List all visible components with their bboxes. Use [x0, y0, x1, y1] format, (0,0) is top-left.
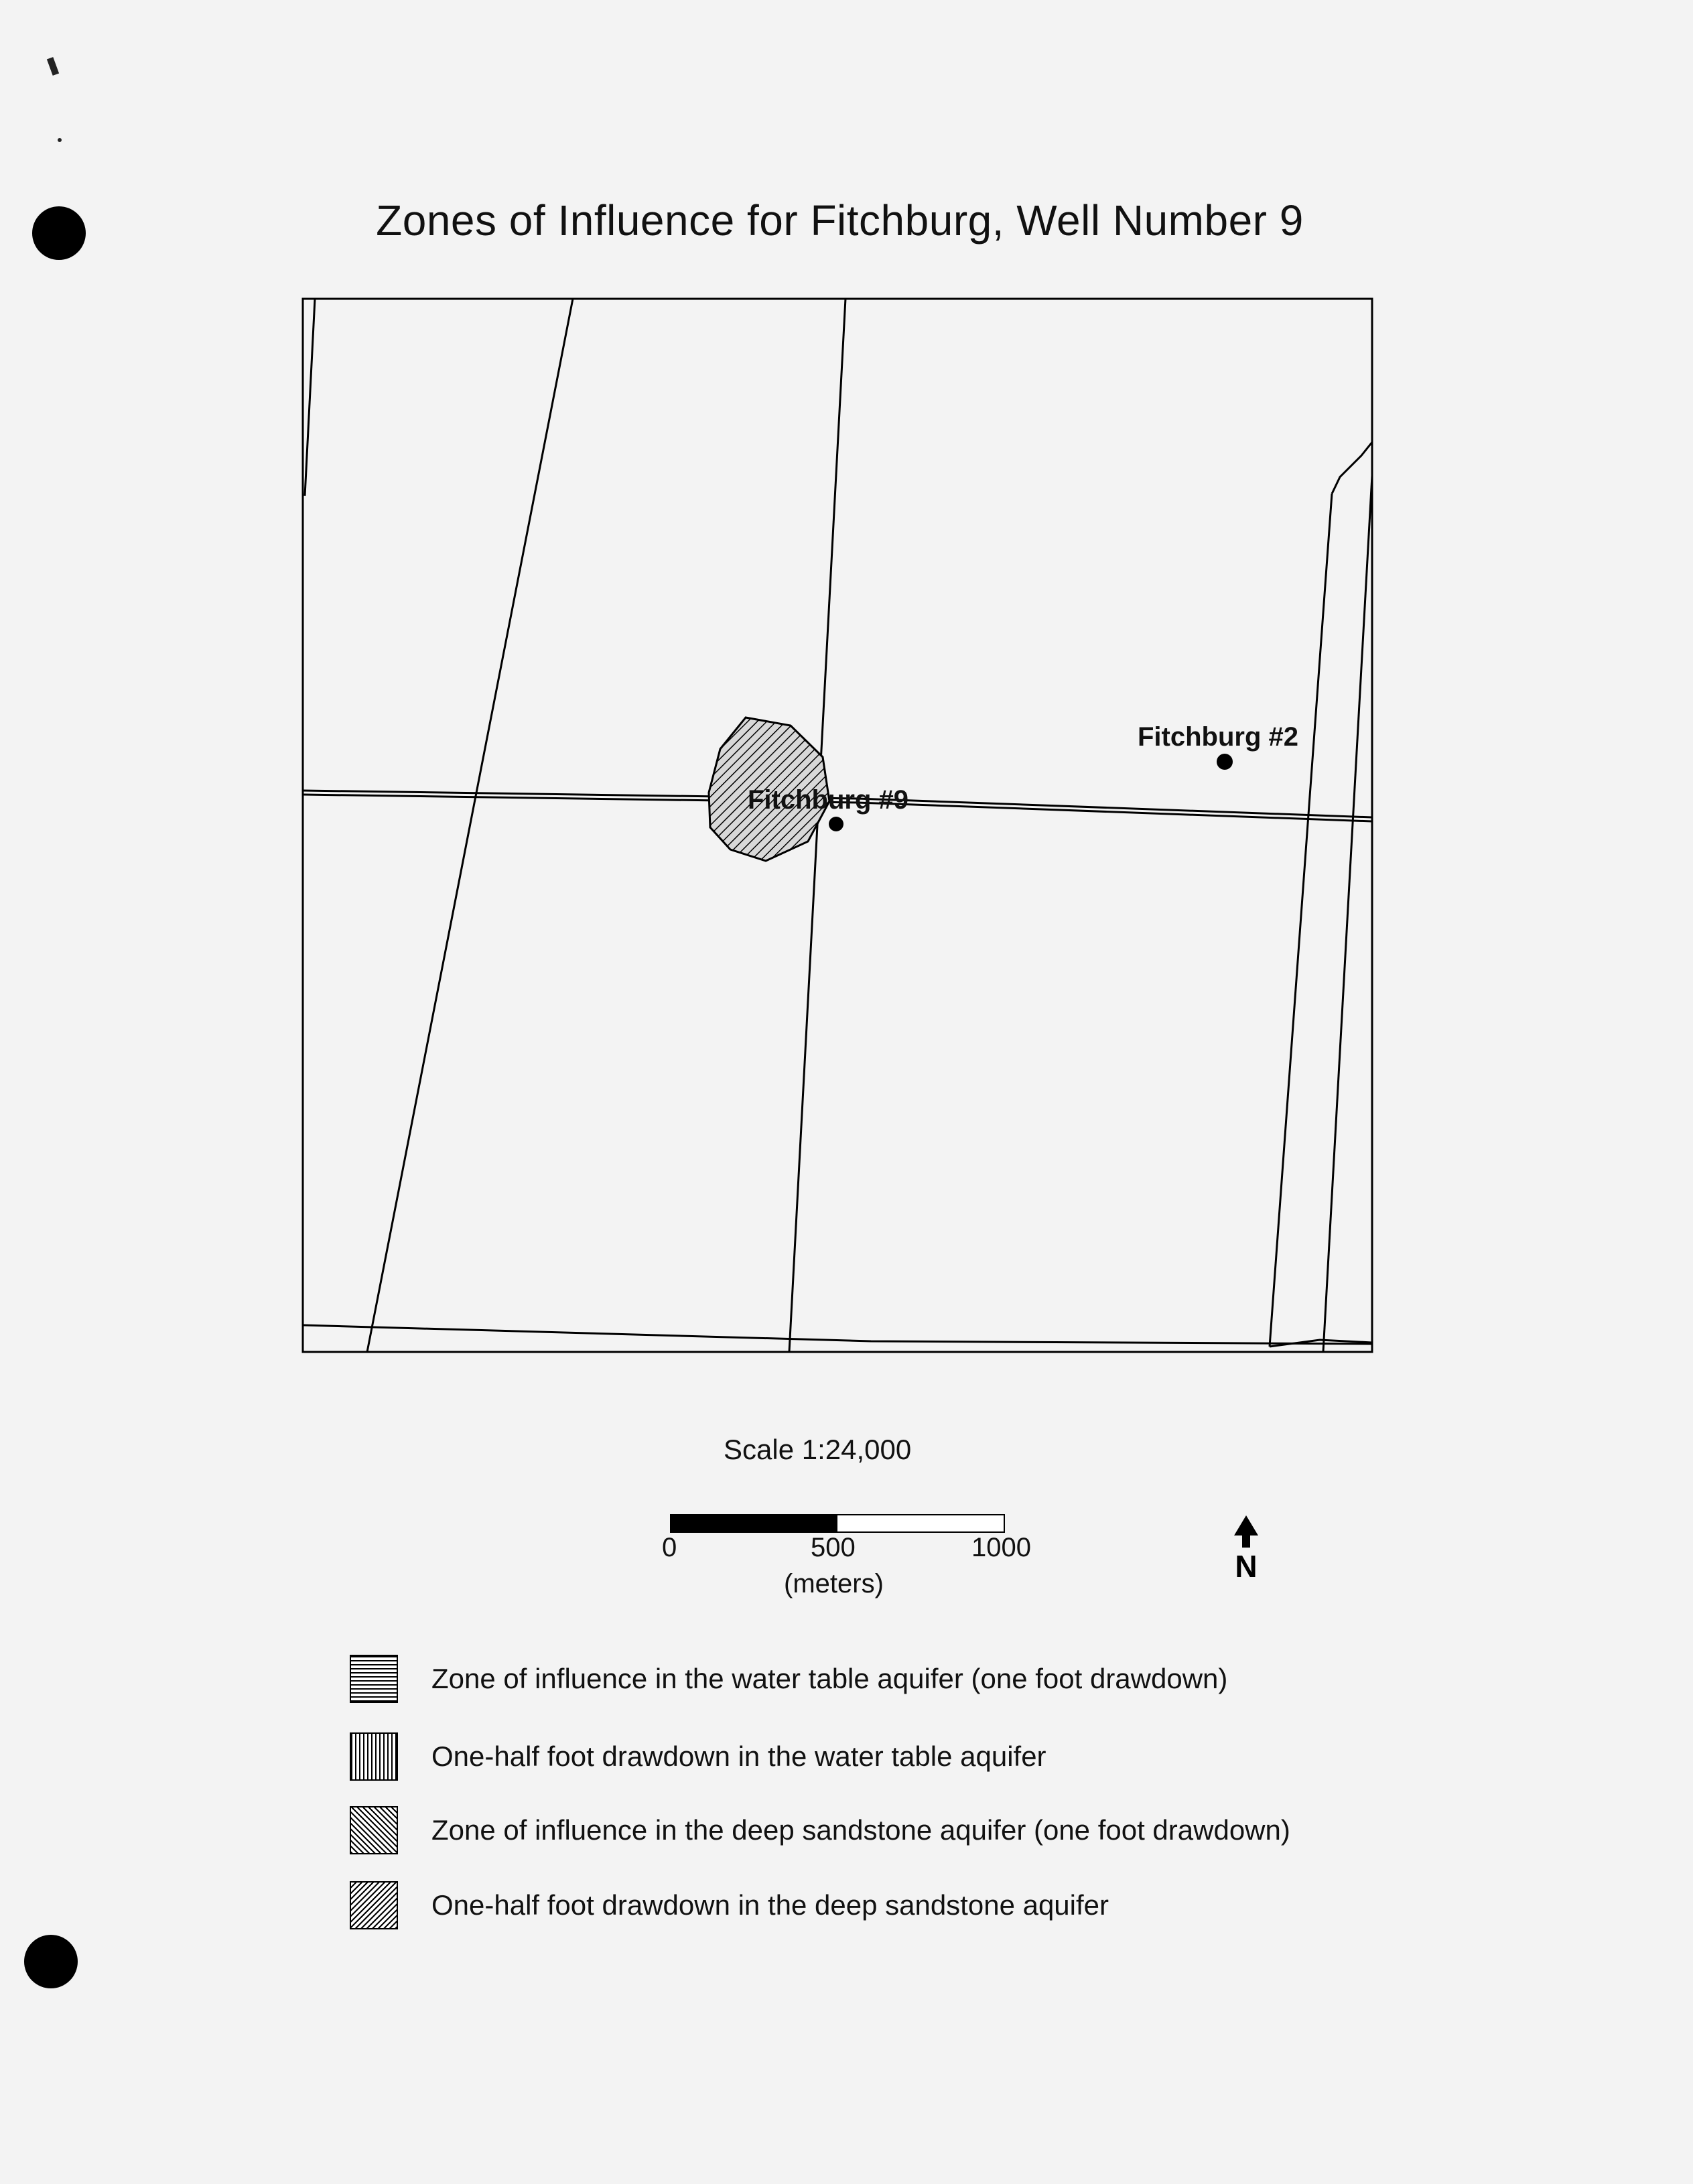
road: [305, 299, 315, 496]
scale-unit: (meters): [784, 1569, 884, 1598]
scale-tick-label: 500: [811, 1533, 856, 1562]
scale-tick-label: 1000: [971, 1533, 1031, 1562]
legend-label: Zone of influence in the water table aquifer (one foot drawdown): [431, 1663, 1228, 1694]
north-arrow-icon: [1226, 1515, 1266, 1580]
legend-swatch-diagonal-back-hatch: [350, 1806, 398, 1854]
scale-tick-label: 0: [662, 1533, 677, 1562]
scale-bar: [670, 1514, 1005, 1533]
road: [1323, 476, 1372, 1352]
north-label: N: [1235, 1549, 1258, 1580]
well-label-fitchburg-2: Fitchburg #2: [1138, 722, 1299, 752]
scale-bar-black-segment: [671, 1515, 837, 1531]
map-title: Zones of Influence for Fitchburg, Well Number 9: [376, 196, 1304, 245]
scale-bar-white-segment: [837, 1515, 1004, 1531]
north-arrow: [1226, 1515, 1266, 1583]
road: [367, 299, 573, 1352]
legend-item: [350, 1731, 1046, 1782]
legend-label: Zone of influence in the deep sandstone aquifer (one foot drawdown): [431, 1814, 1290, 1846]
legend-item: [350, 1805, 1290, 1856]
road: [1270, 494, 1332, 1347]
legend-label: One-half foot drawdown in the deep sandstone aquifer: [431, 1889, 1109, 1921]
legend-swatch-horizontal-hatch: [350, 1655, 398, 1703]
road: [1332, 442, 1372, 494]
well-point-fitchburg-2: [1217, 754, 1233, 770]
well-point-fitchburg-9: [829, 817, 843, 831]
road: [303, 1325, 1372, 1344]
scale-title: Scale 1:24,000: [724, 1434, 912, 1465]
legend-swatch-diagonal-forward-hatch: [350, 1881, 398, 1929]
well-label-fitchburg-9: Fitchburg #9: [748, 785, 909, 815]
legend-swatch-vertical-hatch: [350, 1732, 398, 1781]
legend-item: [350, 1880, 1109, 1931]
legend-label: One-half foot drawdown in the water table aquifer: [431, 1741, 1046, 1772]
legend-item: [350, 1653, 1227, 1704]
